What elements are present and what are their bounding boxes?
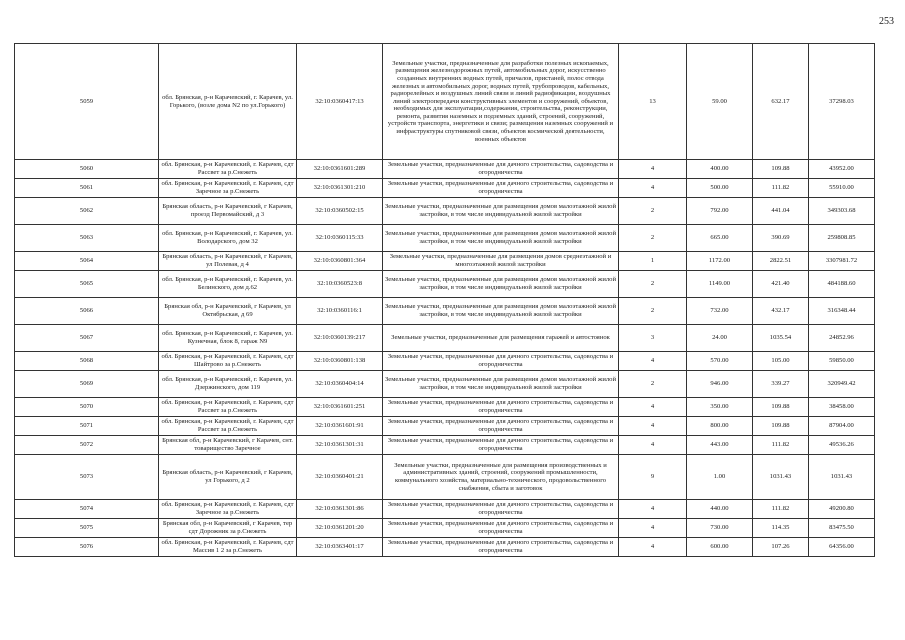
land-use-cell: Земельные участки, предназначенные для дачного строительства, садоводства и огородничества (383, 417, 619, 436)
land-use-cell: Земельные участки, предназначенные для дачного строительства, садоводства и огородничества (383, 179, 619, 198)
land-use-cell: Земельные участки, предназначенные для разработки полезных ископаемых, размещения железнодорожных путей, автомобильных дорог, искусственно созданных внутренних водных путей, причалов, пристаней, полос отвода железных и автомобильных дорог, водных путей, трубопроводов, кабельных, радиорелейных и воздушных линий связи и линий радиофикации, воздушных линий электропередачи конструктивных элементов и сооружений, объектов, необходимых для эксплуатации,содержания, строительства, реконструкции, ремонта, развития наземных и подземных зданий, строений, сооружений, устройств транспорта, энергетики и связи; размещения наземных сооружений и инфраструктуры спутниковой связи, объектов космической деятельности, военных объектов (383, 44, 619, 160)
location-cell: обл. Брянская, р-н Карачевский, г. Карачев, ул. Кузнечная, блок 8, гараж N9 (159, 325, 297, 352)
cadastral-value-cell: 24852.96 (809, 325, 875, 352)
cadastral-value-cell: 316348.44 (809, 298, 875, 325)
land-use-cell: Земельные участки, предназначенные для размещения домов малоэтажной жилой застройки, в том числе индивидуальной жилой застройки (383, 225, 619, 252)
table-row (15, 538, 875, 557)
cadastral-number-cell: 32:10:0360115:33 (297, 225, 383, 252)
rate-cell: 111.82 (753, 500, 809, 519)
cadastral-value-cell: 484188.60 (809, 271, 875, 298)
page-number: 253 (879, 16, 894, 27)
table-row (15, 160, 875, 179)
row-number: 5076 (15, 538, 159, 557)
use-code-cell: 13 (619, 44, 687, 160)
row-number: 5073 (15, 455, 159, 500)
cadastral-number-cell: 32:10:0361301:86 (297, 500, 383, 519)
table-row (15, 298, 875, 325)
location-cell: обл. Брянская, р-н Карачевский, г. Карачев, сдт Рассвет за р.Снежеть (159, 398, 297, 417)
cadastral-value-table (14, 43, 875, 557)
location-cell: Брянская обл, р-н Карачевский, г Карачев, ул Октябрьская, д 69 (159, 298, 297, 325)
cadastral-number-cell: 32:10:0360401:21 (297, 455, 383, 500)
location-cell: Брянская обл, р-н Карачевский, г Карачев, тер сдт Дорожник за р.Снежеть (159, 519, 297, 538)
location-cell: Брянская область, р-н Карачевский, г Карачев, ул Полевая, д 4 (159, 252, 297, 271)
location-cell: Брянская область, р-н Карачевский, г Карачев, ул Горького, д 2 (159, 455, 297, 500)
area-cell: 800.00 (687, 417, 753, 436)
cadastral-number-cell: 32:10:0361601:251 (297, 398, 383, 417)
table-row (15, 179, 875, 198)
row-number: 5068 (15, 352, 159, 371)
table-row (15, 519, 875, 538)
use-code-cell: 9 (619, 455, 687, 500)
cadastral-value-cell: 38458.00 (809, 398, 875, 417)
land-use-cell: Земельные участки, предназначенные для дачного строительства, садоводства и огородничества (383, 538, 619, 557)
use-code-cell: 2 (619, 271, 687, 298)
location-cell: обл. Брянская, р-н Карачевский, г. Карачев, сдт Заречное за р.Снежеть (159, 500, 297, 519)
use-code-cell: 4 (619, 179, 687, 198)
cadastral-number-cell: 32:10:0360801:364 (297, 252, 383, 271)
land-use-cell: Земельные участки, предназначенные для дачного строительства, садоводства и огородничества (383, 160, 619, 179)
cadastral-value-cell: 37298.03 (809, 44, 875, 160)
area-cell: 1.00 (687, 455, 753, 500)
use-code-cell: 4 (619, 436, 687, 455)
land-use-cell: Земельные участки, предназначенные для размещения производственных и административных зданий, строений, сооружений промышленности, коммунального хозяйства, материально-технического, продовольственного снабжения, сбыта и заготовок (383, 455, 619, 500)
use-code-cell: 2 (619, 225, 687, 252)
area-cell: 792.00 (687, 198, 753, 225)
land-use-cell: Земельные участки, предназначенные для размещения домов малоэтажной жилой застройки, в том числе индивидуальной жилой застройки (383, 298, 619, 325)
cadastral-number-cell: 32:10:0360116:1 (297, 298, 383, 325)
row-number: 5075 (15, 519, 159, 538)
row-number: 5061 (15, 179, 159, 198)
location-cell: обл. Брянская, р-н Карачевский, г. Карачев, сдт Заречное за р.Снежеть (159, 179, 297, 198)
area-cell: 24.00 (687, 325, 753, 352)
rate-cell: 339.27 (753, 371, 809, 398)
location-cell: обл. Брянская, р-н Карачевский, г. Карачев, ул. Дзержинского, дом 119 (159, 371, 297, 398)
row-number: 5064 (15, 252, 159, 271)
location-cell: Брянская обл, р-н Карачевский, г Карачев, снт. товарищество Заречное (159, 436, 297, 455)
table-row (15, 371, 875, 398)
cadastral-value-cell: 64356.00 (809, 538, 875, 557)
use-code-cell: 2 (619, 198, 687, 225)
area-cell: 443.00 (687, 436, 753, 455)
cadastral-number-cell: 32:10:0360502:15 (297, 198, 383, 225)
cadastral-number-cell: 32:10:0363401:17 (297, 538, 383, 557)
table-row (15, 352, 875, 371)
rate-cell: 390.69 (753, 225, 809, 252)
land-use-cell: Земельные участки, предназначенные для размещения гаражей и автостоянок (383, 325, 619, 352)
cadastral-value-cell: 43952.00 (809, 160, 875, 179)
cadastral-value-cell: 349303.68 (809, 198, 875, 225)
cadastral-number-cell: 32:10:0361601:289 (297, 160, 383, 179)
rate-cell: 114.35 (753, 519, 809, 538)
row-number: 5070 (15, 398, 159, 417)
rate-cell: 107.26 (753, 538, 809, 557)
cadastral-value-cell: 3307981.72 (809, 252, 875, 271)
rate-cell: 2822.51 (753, 252, 809, 271)
rate-cell: 441.04 (753, 198, 809, 225)
use-code-cell: 4 (619, 519, 687, 538)
use-code-cell: 4 (619, 398, 687, 417)
use-code-cell: 2 (619, 371, 687, 398)
area-cell: 600.00 (687, 538, 753, 557)
use-code-cell: 4 (619, 352, 687, 371)
cadastral-value-cell: 59850.00 (809, 352, 875, 371)
use-code-cell: 1 (619, 252, 687, 271)
cadastral-value-cell: 259808.85 (809, 225, 875, 252)
rate-cell: 432.17 (753, 298, 809, 325)
row-number: 5060 (15, 160, 159, 179)
row-number: 5072 (15, 436, 159, 455)
location-cell: обл. Брянская, р-н Карачевский, г. Карачев, сдт Рассвет за р.Снежеть (159, 417, 297, 436)
land-use-cell: Земельные участки, предназначенные для дачного строительства, садоводства и огородничества (383, 436, 619, 455)
rate-cell: 421.40 (753, 271, 809, 298)
location-cell: обл. Брянская, р-н Карачевский, г. Карачев, сдт Рассвет за р.Снежеть (159, 160, 297, 179)
table-row (15, 198, 875, 225)
table-row (15, 398, 875, 417)
location-cell: обл. Брянская, р-н Карачевский, г. Карачев, ул. Володарского, дом 32 (159, 225, 297, 252)
area-cell: 59.00 (687, 44, 753, 160)
area-cell: 500.00 (687, 179, 753, 198)
rate-cell: 109.88 (753, 398, 809, 417)
row-number: 5066 (15, 298, 159, 325)
area-cell: 730.00 (687, 519, 753, 538)
location-cell: обл. Брянская, р-н Карачевский, г. Карачев, сдт Шайтрово за р.Снежеть (159, 352, 297, 371)
land-use-cell: Земельные участки, предназначенные для размещения домов среднеэтажной и многоэтажной жилой застройки (383, 252, 619, 271)
rate-cell: 632.17 (753, 44, 809, 160)
rate-cell: 111.82 (753, 179, 809, 198)
cadastral-number-cell: 32:10:0361301:31 (297, 436, 383, 455)
row-number: 5062 (15, 198, 159, 225)
cadastral-number-cell: 32:10:0360139:217 (297, 325, 383, 352)
use-code-cell: 4 (619, 500, 687, 519)
cadastral-value-cell: 55910.00 (809, 179, 875, 198)
rate-cell: 105.00 (753, 352, 809, 371)
area-cell: 1172.00 (687, 252, 753, 271)
land-use-cell: Земельные участки, предназначенные для дачного строительства, садоводства и огородничества (383, 398, 619, 417)
land-use-cell: Земельные участки, предназначенные для дачного строительства, садоводства и огородничества (383, 352, 619, 371)
land-use-cell: Земельные участки, предназначенные для размещения домов малоэтажной жилой застройки, в том числе индивидуальной жилой застройки (383, 198, 619, 225)
use-code-cell: 2 (619, 298, 687, 325)
land-use-cell: Земельные участки, предназначенные для дачного строительства, садоводства и огородничества (383, 500, 619, 519)
row-number: 5067 (15, 325, 159, 352)
land-use-cell: Земельные участки, предназначенные для размещения домов малоэтажной жилой застройки, в том числе индивидуальной жилой застройки (383, 371, 619, 398)
rate-cell: 109.88 (753, 160, 809, 179)
area-cell: 732.00 (687, 298, 753, 325)
table-row (15, 225, 875, 252)
rate-cell: 1031.43 (753, 455, 809, 500)
table-row (15, 44, 875, 160)
use-code-cell: 3 (619, 325, 687, 352)
table-row (15, 455, 875, 500)
location-cell: обл. Брянская, р-н Карачевский, г. Карачев, ул. Белинского, дом д.62 (159, 271, 297, 298)
cadastral-number-cell: 32:10:0360404:14 (297, 371, 383, 398)
cadastral-value-cell: 49536.26 (809, 436, 875, 455)
location-cell: Брянская область, р-н Карачевский, г Карачев, проезд Первомайский, д 3 (159, 198, 297, 225)
use-code-cell: 4 (619, 160, 687, 179)
cadastral-number-cell: 32:10:0360801:138 (297, 352, 383, 371)
area-cell: 350.00 (687, 398, 753, 417)
cadastral-value-cell: 49200.80 (809, 500, 875, 519)
location-cell: обл. Брянская, р-н Карачевский, г. Карачев, ул. Горького, (возле дома N2 по ул.Горького) (159, 44, 297, 160)
cadastral-value-cell: 320949.42 (809, 371, 875, 398)
table-row (15, 500, 875, 519)
use-code-cell: 4 (619, 417, 687, 436)
table-row (15, 271, 875, 298)
row-number: 5071 (15, 417, 159, 436)
cadastral-number-cell: 32:10:0360523:8 (297, 271, 383, 298)
area-cell: 946.00 (687, 371, 753, 398)
use-code-cell: 4 (619, 538, 687, 557)
cadastral-value-cell: 1031.43 (809, 455, 875, 500)
area-cell: 665.00 (687, 225, 753, 252)
land-use-cell: Земельные участки, предназначенные для дачного строительства, садоводства и огородничества (383, 519, 619, 538)
location-cell: обл. Брянская, р-н Карачевский, г. Карачев, сдт Массив 1 2 за р.Снежеть (159, 538, 297, 557)
area-cell: 570.00 (687, 352, 753, 371)
rate-cell: 1035.54 (753, 325, 809, 352)
row-number: 5069 (15, 371, 159, 398)
rate-cell: 109.88 (753, 417, 809, 436)
land-use-cell: Земельные участки, предназначенные для размещения домов малоэтажной жилой застройки, в том числе индивидуальной жилой застройки (383, 271, 619, 298)
row-number: 5063 (15, 225, 159, 252)
row-number: 5074 (15, 500, 159, 519)
table-row (15, 325, 875, 352)
cadastral-value-cell: 87904.00 (809, 417, 875, 436)
table-row (15, 417, 875, 436)
table-row (15, 252, 875, 271)
cadastral-number-cell: 32:10:0361601:91 (297, 417, 383, 436)
table-row (15, 436, 875, 455)
row-number: 5065 (15, 271, 159, 298)
cadastral-number-cell: 32:10:0361301:210 (297, 179, 383, 198)
cadastral-number-cell: 32:10:0361201:20 (297, 519, 383, 538)
rate-cell: 111.82 (753, 436, 809, 455)
row-number: 5059 (15, 44, 159, 160)
area-cell: 1149.00 (687, 271, 753, 298)
cadastral-number-cell: 32:10:0360417:13 (297, 44, 383, 160)
area-cell: 400.00 (687, 160, 753, 179)
area-cell: 440.00 (687, 500, 753, 519)
cadastral-value-cell: 83475.50 (809, 519, 875, 538)
